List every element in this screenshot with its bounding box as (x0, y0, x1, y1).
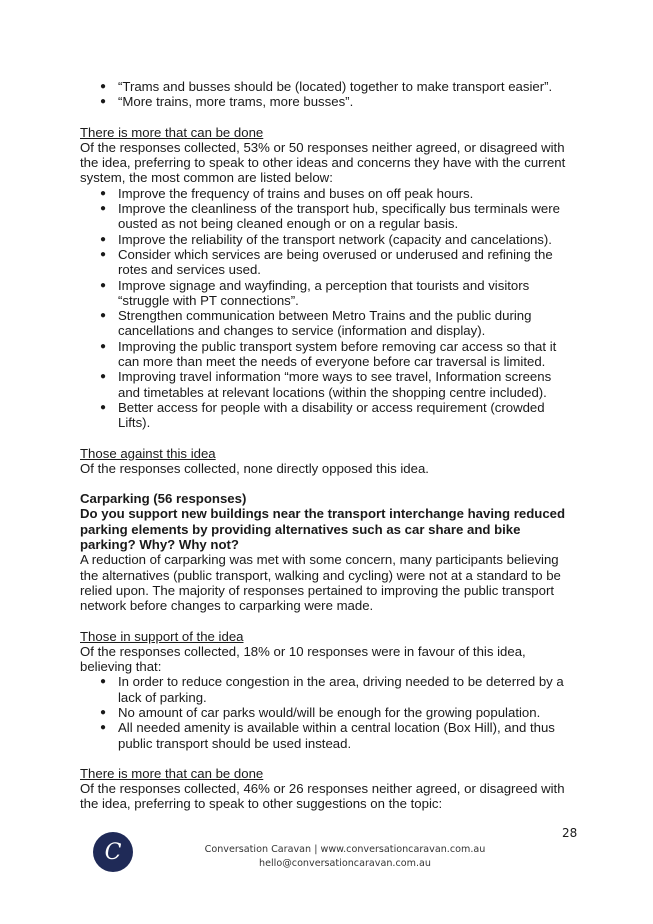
list-item: ● All needed amenity is available within a central location (Box Hill), and thus public transport should be used instead. (80, 720, 575, 751)
section-heading: There is more that can be done (80, 765, 264, 781)
list-item: ● No amount of car parks would/will be enough for the growing population. (80, 705, 575, 720)
page-number: 28 (562, 826, 578, 840)
list-item: ● Improve the cleanliness of the transport hub, specifically bus terminals were ousted as not being cleaned enough or on a regular basis. (80, 201, 575, 232)
footer-email-line: hello@conversationcaravan.com.au (259, 858, 431, 869)
list-item: ● Improving travel information “more ways to see travel, Information screens and timetables at relevant locations (within the shopping centre included). (80, 369, 575, 400)
footer-contact-line: Conversation Caravan | www.conversationcaravan.com.au (204, 844, 486, 855)
list-item: ● Better access for people with a disability or access requirement (crowded Lifts). (80, 400, 575, 431)
intro-bullet-list (80, 79, 575, 110)
paragraph: Of the responses collected, 53% or 50 responses neither agreed, or disagreed with the idea, preferring to speak to other ideas and concerns they have with the current system, the most common are listed below: (80, 139, 566, 186)
list-item: ● Consider which services are being overused or underused and refining the rotes and services used. (80, 247, 575, 278)
paragraph: Of the responses collected, none directly opposed this idea. (80, 460, 429, 476)
list-item: ● “More trains, more trams, more busses”. (80, 94, 575, 109)
section-heading: Those in support of the idea (80, 628, 244, 644)
support-bullet-list (80, 674, 575, 750)
list-item: ● Improve the reliability of the transport network (capacity and cancelations). (80, 232, 575, 247)
list-item: ● “Trams and busses should be (located) together to make transport easier”. (80, 79, 575, 94)
paragraph: Of the responses collected, 18% or 10 responses were in favour of this idea, believing that: (80, 643, 526, 675)
carparking-title: Carparking (56 responses) (80, 491, 247, 507)
suggestions-bullet-list (80, 186, 575, 431)
logo-letter: C (104, 839, 122, 865)
conversation-caravan-logo (93, 832, 133, 872)
list-item: ● Improve the frequency of trains and buses on off peak hours. (80, 186, 575, 201)
paragraph: A reduction of carparking was met with some concern, many participants believing the alternatives (public transport, walking and cycling) were not at a standard to be relied upon. The majority of responses pertained to improving the public transport network before changes to carparking were made. (80, 552, 561, 614)
footer (200, 843, 490, 871)
section-heading: There is more that can be done (80, 124, 264, 140)
section-heading: Those against this idea (80, 445, 216, 461)
carparking-question: Do you support new buildings near the transport interchange having reduced parking elements by providing alternatives such as car share and bike parking? Why? Why not? (80, 506, 566, 553)
document-body (80, 79, 575, 812)
list-item: ● Strengthen communication between Metro Trains and the public during cancellations and changes to service (information and display). (80, 308, 575, 339)
paragraph: Of the responses collected, 46% or 26 responses neither agreed, or disagreed with the idea, preferring to speak to other suggestions on the topic: (80, 781, 565, 812)
list-item: ● Improving the public transport system before removing car access so that it can more than meet the needs of everyone before car traversal is limited. (80, 339, 575, 370)
list-item: ● In order to reduce congestion in the area, driving needed to be deterred by a lack of parking. (80, 674, 575, 705)
list-item: ● Improve signage and wayfinding, a perception that tourists and visitors “struggle with PT connections”. (80, 278, 575, 309)
